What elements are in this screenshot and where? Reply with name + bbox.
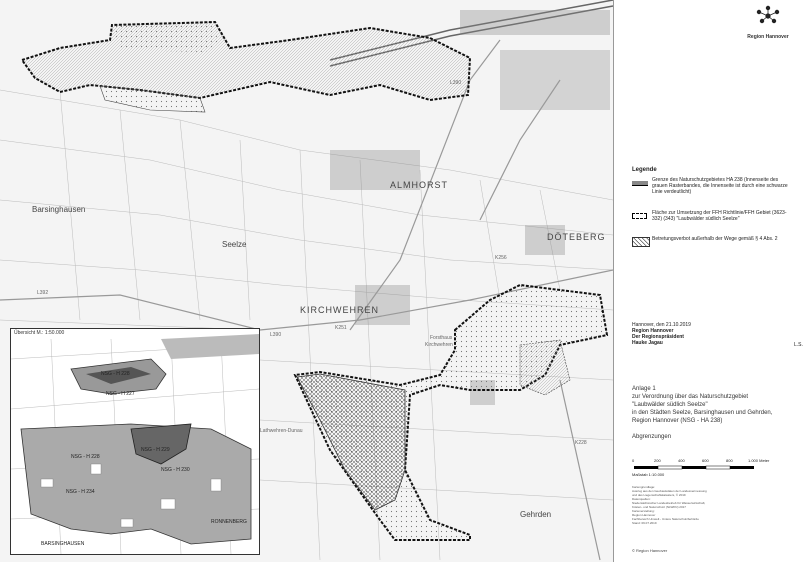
region-logo: [743, 4, 793, 40]
abgrenzungen-label: Abgrenzungen: [632, 434, 672, 440]
nsg-boundary-north: [22, 22, 470, 100]
road-label: K256: [495, 255, 507, 261]
road-label: K251: [335, 325, 347, 331]
inset-place-ronnenberg: RONNENBERG: [211, 519, 247, 525]
note-line: Küsten- und Naturschutz (NLWKN) 2017: [632, 505, 686, 509]
scale-tick: 800: [726, 458, 733, 463]
note-line: Auszug aus den Geobasisdaten der Landesvermessung: [632, 489, 707, 493]
anlage-line: zur Verordnung über das Naturschutzgebiet: [632, 394, 749, 400]
legend-item-ffh: [632, 210, 792, 232]
road-label: L390: [450, 80, 462, 86]
place-gehrden: Gehrden: [520, 510, 552, 519]
legend-item-betretungsverbot: [632, 236, 792, 252]
anlage-line: Anlage 1: [632, 386, 656, 392]
place-kirchwehren: KIRCHWEHREN: [300, 305, 380, 315]
signature-role: Der Regionspräsident: [632, 334, 684, 340]
legend-item-nsg-boundary: [632, 177, 792, 207]
legend-swatch: [632, 181, 648, 186]
note-line: Region Hannover: [632, 513, 656, 517]
place-lathwehren: Lathwehren-Dunau: [260, 428, 303, 434]
scale-tick: 200: [654, 458, 661, 463]
legend-text: Betretungsverbot außerhalb der Wege gemäß § 4 Abs. 2: [652, 236, 778, 242]
scale-tick: 600: [702, 458, 709, 463]
source-notes: [632, 485, 782, 525]
legend-text: Fläche zur Umsetzung der FFH Richtlinie/FFH Gebiet (3623-332) (343) "Laubwälder südlich Seelze": [652, 210, 787, 222]
inset-place-barsinghausen: BARSINGHAUSEN: [41, 541, 85, 547]
anlage-line: in den Städten Seelze, Barsinghausen und Gehrden,: [632, 410, 773, 416]
legend-swatch: [632, 213, 647, 219]
scale-tick: 400: [678, 458, 685, 463]
betretungsverbot-area: [297, 374, 405, 510]
road-label: L392: [37, 290, 49, 296]
note-line: Niedersächsischer Landesbetrieb für Wasserwirtschaft,: [632, 501, 706, 505]
inset-label: NSG - H 228: [101, 371, 130, 377]
anlage-line: Region Hannover (NSG - HA 238): [632, 418, 723, 424]
inset-label: NSG - H 229: [141, 447, 170, 453]
legend-title: Legende: [632, 167, 657, 173]
anlage-block: [632, 385, 797, 425]
road-label: L390: [270, 332, 282, 338]
legend-swatch: [632, 237, 650, 247]
seal-ls: L.S.: [794, 342, 803, 348]
overview-inset[interactable]: [10, 328, 260, 555]
place-barsinghausen: Barsinghausen: [32, 205, 86, 214]
road-label: K228: [575, 440, 587, 446]
note-line: Datenquellen:: [632, 497, 651, 501]
place-doteberg: DÖTEBERG: [547, 232, 606, 242]
inset-label: NSG - H 230: [161, 467, 190, 473]
copyright: © Region Hannover: [632, 548, 668, 553]
scale-ratio: Maßstab 1:10.000: [632, 472, 665, 477]
inset-title: Übersicht M.: 1:50.000: [14, 330, 65, 336]
region-logo-text: Region Hannover: [747, 34, 789, 40]
scale-bar: [632, 458, 782, 478]
signature-date: Hannover, den 21.10.2019: [632, 322, 691, 328]
info-panel: [613, 0, 801, 562]
place-forsthaus: Forsthaus: [430, 335, 453, 341]
place-almhorst: ALMHORST: [390, 180, 449, 190]
note-line: und des Liegenschaftskatasters, © 2019: [632, 493, 686, 497]
inset-label: NSG - H 227: [106, 391, 135, 397]
signature-name: Hauke Jagau: [632, 340, 663, 346]
inset-label: NSG - H 228: [71, 454, 100, 460]
scale-tick: 1.000 Meter: [748, 458, 770, 463]
inset-label: NSG - H 234: [66, 489, 95, 495]
scale-tick: 0: [632, 458, 635, 463]
place-seelze: Seelze: [222, 240, 247, 249]
place-kirchwehren-small: Kirchwehren: [425, 342, 453, 348]
note-line: Stand: 09.07.2019: [632, 521, 657, 525]
note-line: Fachbereich Umwelt - Untere Naturschutzbehörde: [632, 517, 699, 521]
anlage-line: "Laubwälder südlich Seelze": [632, 402, 708, 408]
note-line: Kartenerstellung:: [632, 509, 655, 513]
signature-org: Region Hannover: [632, 328, 674, 334]
region-logo-icon: [753, 4, 783, 28]
note-line: Kartengrundlage:: [632, 485, 656, 489]
legend-text: Grenze des Naturschutzgebietes HA 238 (Innenseite des grauen Rasterbandes, die Innenseite ist durch eine schwarze Linie verdeutlicht): [652, 177, 788, 195]
